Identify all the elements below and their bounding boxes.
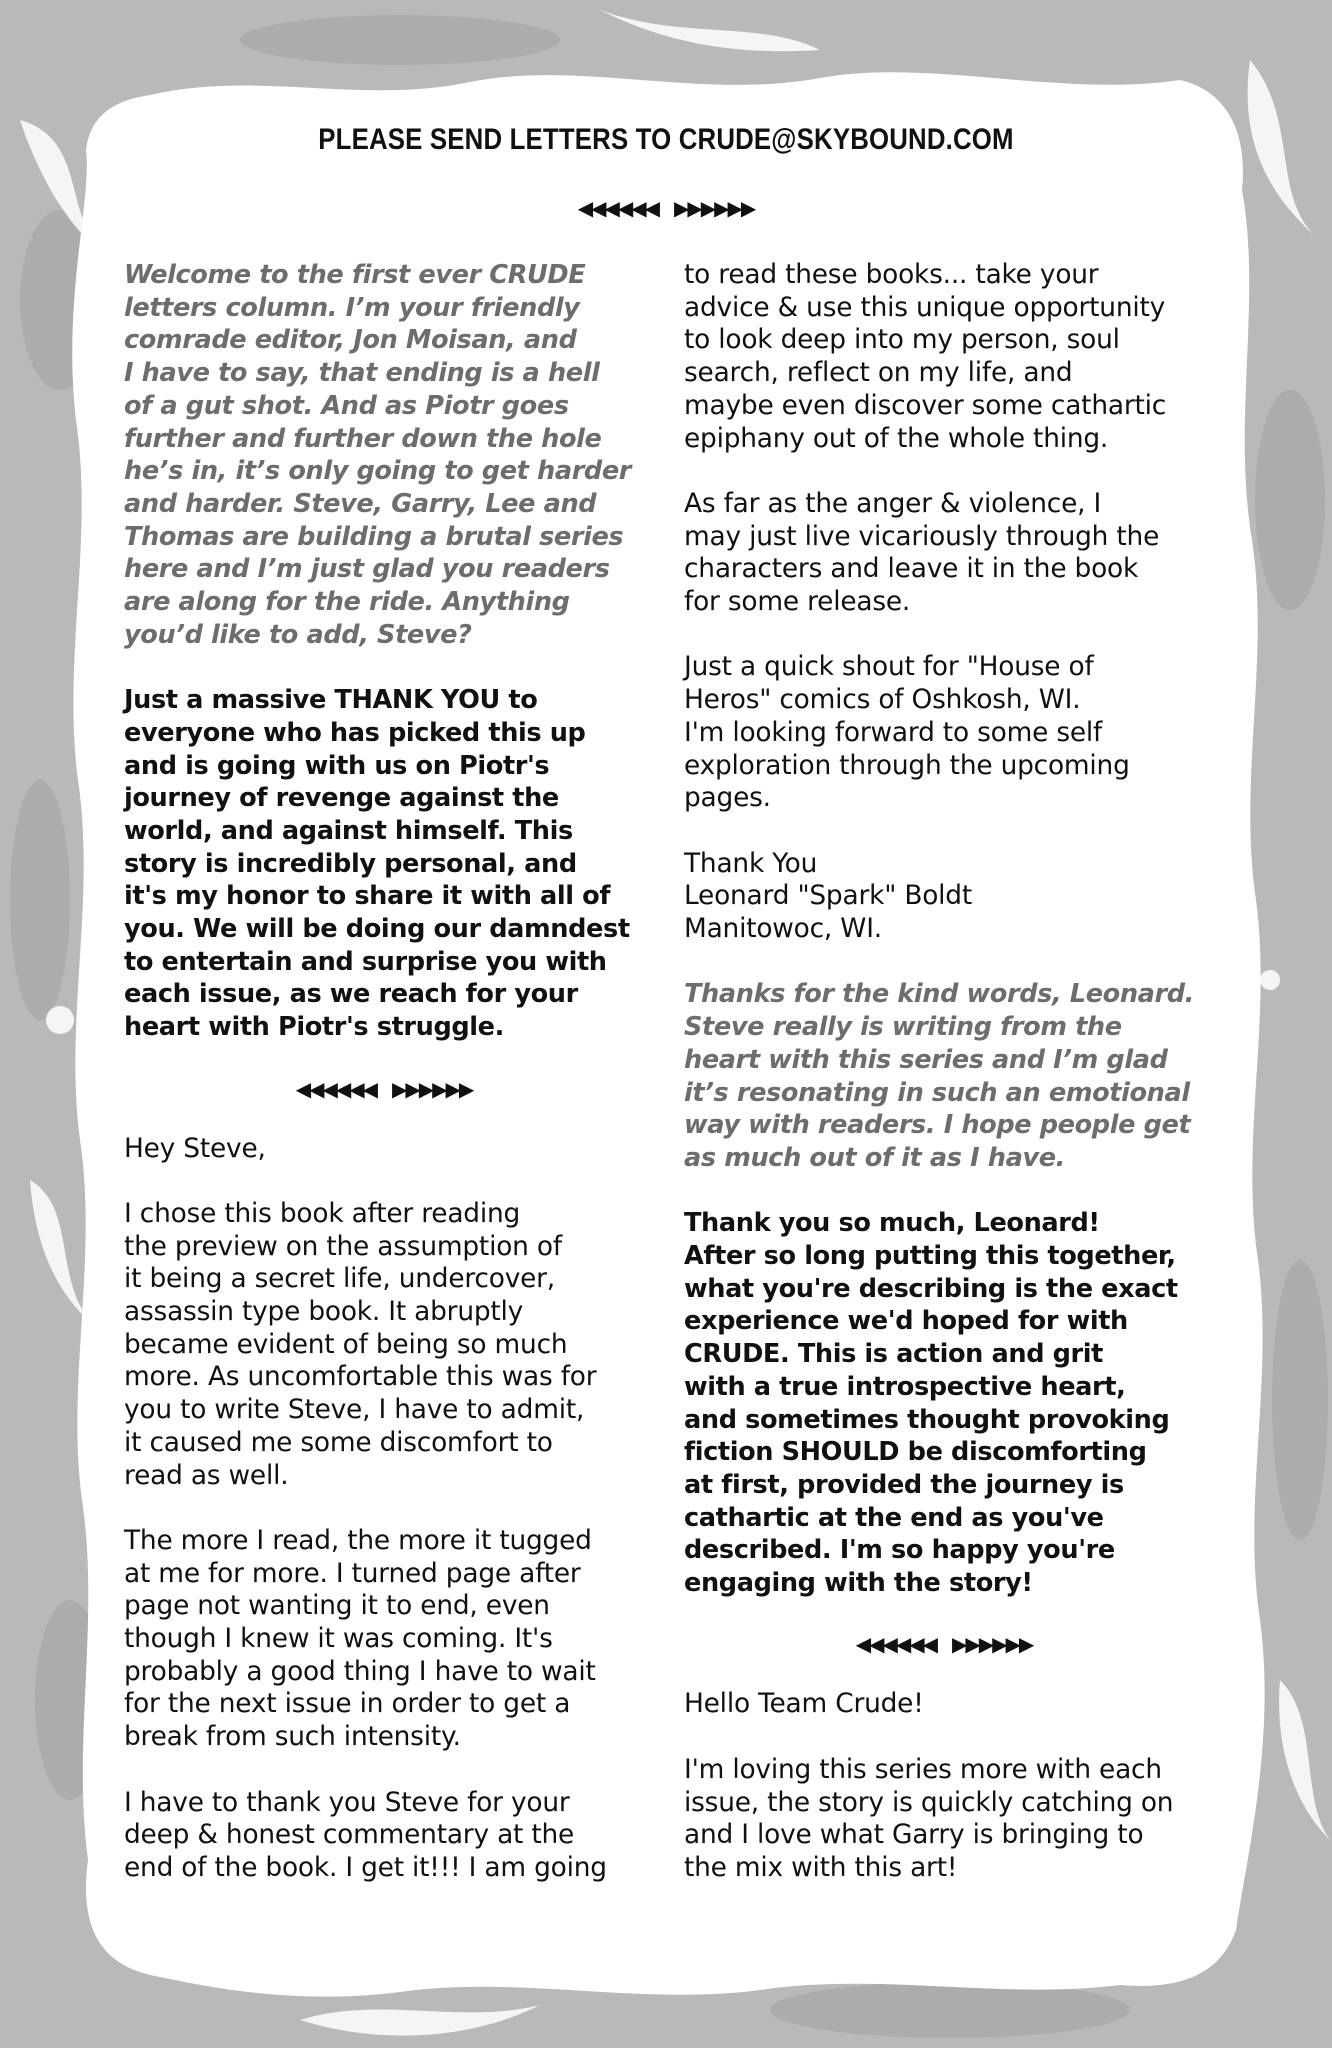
right-column [684, 259, 1204, 1917]
section-divider [124, 1077, 644, 1101]
writer-reply: Thank you so much, Leonard! After so long putting this together, what you're describing is the exact experience we'd hoped for with CRUDE. This is action and grit with a true introspective heart, and sometimes thought provoking fiction SHOULD be discomforting at first, provided the journey is cathartic at the end as you've described. I'm so happy you're engaging with the story! [684, 1208, 1178, 1599]
letter-signoff: Thank You Leonard "Spark" Boldt Manitowoc, WI. [684, 847, 973, 945]
writer-reply: Just a massive THANK YOU to everyone who has picked this up and is going with us on Piotr's journey of revenge against the world, and against himself. This story is incredibly personal, and it's my honor to share it with all of you. We will be doing our damndest to entertain and surprise you with each issue, as we reach for your heart with Piotr's struggle. [124, 685, 630, 1043]
page-title: PLEASE SEND LETTERS TO CRUDE@SKYBOUND.COM [318, 123, 1014, 156]
right-arrows-icon: ▶▶▶▶▶▶ [674, 196, 755, 220]
letter-greeting: Hey Steve, [124, 1132, 266, 1164]
left-arrows-icon: ◀◀◀◀◀◀ [577, 196, 658, 220]
section-divider [684, 1632, 1204, 1656]
right-arrows-icon: ▶▶▶▶▶▶ [952, 1632, 1033, 1657]
letter-paragraph: The more I read, the more it tugged at me for more. I turned page after page not wanting it to end, even though I knew it was coming. It's probably a good thing I have to wait for the next issue in order to get a break from such intensity. [124, 1524, 596, 1753]
right-arrows-icon: ▶▶▶▶▶▶ [392, 1076, 473, 1101]
letter-paragraph: I chose this book after reading the preview on the assumption of it being a secret life, undercover, assassin type book. It abruptly became evident of being so much more. As uncomfortable this was for you to write Steve, I have to admit, it caused me some discomfort to read as well. [124, 1197, 597, 1491]
letter-paragraph: As far as the anger & violence, I may just live vicariously through the characters and leave it in the book for some release. [684, 487, 1160, 618]
left-column [124, 259, 644, 1917]
letter-paragraph: to read these books... take your advice & use this unique opportunity to look deep into my person, soul search, reflect on my life, and maybe even discover some cathartic epiphany out of the whole thing. [684, 259, 1167, 454]
editor-reply: Thanks for the kind words, Leonard. Steve really is writing from the heart with this series and I’m glad it’s resonating in such an emotional way with readers. I hope people get as much out of it as I have. [684, 979, 1194, 1173]
editor-intro: Welcome to the first ever CRUDE letters column. I’m your friendly comrade editor, Jon Moisan, and I have to say, that ending is a hell of a gut shot. And as Piotr goes further and further down the hole he’s in, it’s only going to get harder and harder. Steve, Garry, Lee and Thomas are building a brutal series here and I’m just glad you readers are along for the ride. Anything you’d like to add, Steve? [124, 260, 632, 650]
letter-paragraph: I have to thank you Steve for your deep & honest commentary at the end of the book. I get it!!! I am going [124, 1786, 607, 1883]
section-divider [0, 196, 1332, 220]
letter-greeting: Hello Team Crude! [684, 1688, 924, 1720]
left-arrows-icon: ◀◀◀◀◀◀ [295, 1076, 376, 1101]
left-arrows-icon: ◀◀◀◀◀◀ [855, 1632, 936, 1657]
letter-paragraph: Just a quick shout for "House of Heros" comics of Oshkosh, WI. I'm looking forward to some self exploration through the upcoming pages. [684, 651, 1130, 814]
letter-paragraph: I'm loving this series more with each issue, the story is quickly catching on and I love what Garry is bringing to the mix with this art! [684, 1753, 1174, 1883]
